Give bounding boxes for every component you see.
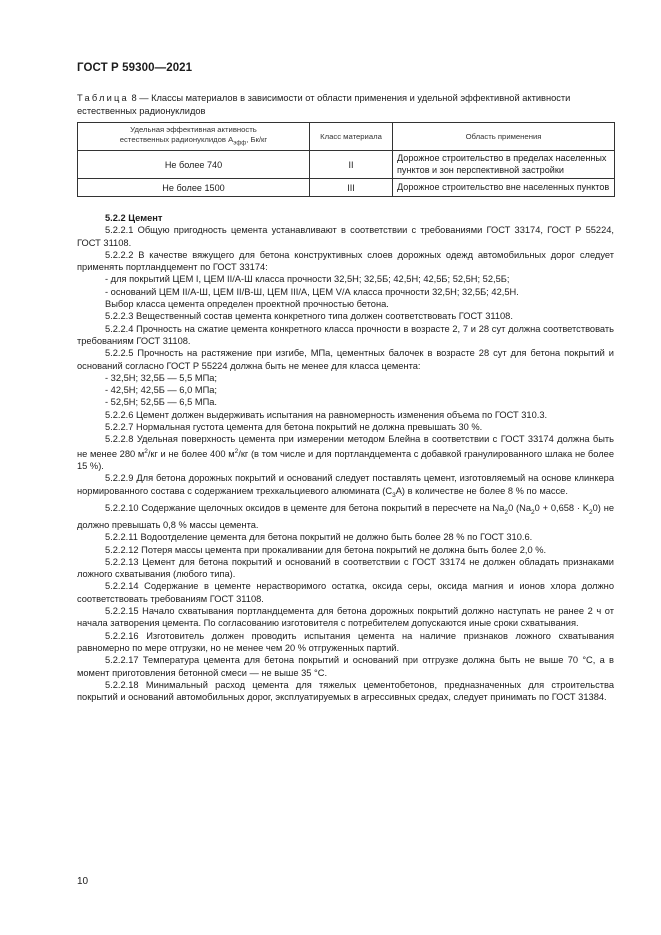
header-area: Область применения bbox=[393, 123, 615, 151]
paragraph: 5.2.2.7 Нормальная густота цемента для бетона покрытий не должна превышать 30 %. bbox=[105, 422, 483, 433]
table-row bbox=[78, 151, 615, 179]
list-item: - для покрытий ЦЕМ I, ЦЕМ II/А-Ш класса прочности 32,5Н; 32,5Б; 42,5Н; 42,5Б; 52,5Н; 52,5Б; bbox=[105, 274, 510, 285]
cell-area: Дорожное строительство в пределах населенных пунктов и зон перспективной застройки bbox=[393, 151, 615, 179]
header-activity-sub: эфф bbox=[233, 140, 247, 147]
paragraph bbox=[77, 433, 614, 472]
paragraph: 5.2.2.16 Изготовитель должен проводить испытания цемента на наличие признаков ложного схватывания равномерно по мере отгрузки, но не менее чем 20 % отгруженных партий. bbox=[77, 630, 614, 653]
header-activity bbox=[78, 123, 310, 151]
subscript: 3 bbox=[392, 491, 396, 499]
list-item: - 42,5Н; 42,5Б — 6,0 МПа; bbox=[105, 385, 217, 396]
cell-activity: Не более 1500 bbox=[78, 179, 310, 197]
text-run: 5.2.2.9 Для бетона дорожных покрытий и оснований следует поставлять цемент, изготовляемый на основе клинкера нормированного состава с содержанием трехкальциевого алюмината (С bbox=[77, 473, 614, 496]
list-item: - оснований ЦЕМ II/А-Ш, ЦЕМ II/В-Ш, ЦЕМ III/А, ЦЕМ V/А класса прочности 32,5Н; 32,5Б; 42,5Н. bbox=[105, 286, 519, 297]
header-activity-line2: естественных радионуклидов А bbox=[119, 134, 234, 144]
table-caption-text: 8 — Классы материалов в зависимости от области применения и удельной эффективной активности естественных радионуклидов bbox=[77, 93, 571, 116]
paragraph: 5.2.2.6 Цемент должен выдерживать испытания на равномерность изменения объема по ГОСТ 310.3. bbox=[105, 409, 548, 420]
document-body bbox=[77, 212, 614, 703]
header-class: Класс материала bbox=[310, 123, 393, 151]
paragraph: 5.2.2.13 Цемент для бетона покрытий и оснований в соответствии с ГОСТ 33174 не должен обладать признаками ложного схватывания (любого типа). bbox=[77, 556, 614, 580]
subscript: 2 bbox=[504, 508, 509, 516]
header-activity-line1: Удельная эффективная активность bbox=[130, 124, 257, 134]
subscript: 2 bbox=[589, 508, 593, 516]
table-caption bbox=[77, 92, 617, 117]
paragraph: 5.2.2.18 Минимальный расход цемента для тяжелых цементобетонов, предназначенных для строительства покрытий и оснований автомобильных дорог, эксплуатируемых в агрессивных средах, следует принимать по ГОСТ 31384. bbox=[77, 679, 614, 703]
text-run: 0 (Na bbox=[508, 502, 532, 513]
paragraph bbox=[77, 472, 614, 501]
paragraph: 5.2.2.14 Содержание в цементе нерастворимого остатка, оксида серы, оксида магния и ионов хлора должно соответствовать требованиям ГОСТ 31108. bbox=[77, 581, 614, 604]
cell-activity: Не более 740 bbox=[78, 151, 310, 179]
text-run: 0) не должно превышать 0,8 % массы цемента. bbox=[77, 502, 615, 530]
paragraph: 5.2.2.11 Водоотделение цемента для бетона покрытий не должно быть более 28 % по ГОСТ 310.6. bbox=[105, 532, 533, 543]
document-header: ГОСТ Р 59300—2021 bbox=[77, 62, 193, 74]
text-run: /кг (в том числе и для портландцемента с добавкой гранулированного шлака не более 15 %). bbox=[77, 448, 614, 472]
text-run: 0 + 0,658 · K bbox=[534, 502, 590, 513]
table-caption-lead: Таблица bbox=[77, 93, 129, 103]
header-activity-unit: , Бк/кг bbox=[246, 134, 268, 144]
table-header-row bbox=[78, 123, 615, 151]
paragraph: 5.2.2.4 Прочность на сжатие цемента конкретного класса прочности в возрасте 2, 7 и 28 сут должна соответствовать требованиям ГОСТ 31108. bbox=[77, 323, 614, 346]
paragraph: 5.2.2.2 В качестве вяжущего для бетона конструктивных слоев дорожных одежд автомобильных дорог следует применять портландцемент по ГОСТ 33174: bbox=[77, 249, 614, 273]
list-item: - 52,5Н; 52,5Б — 6,5 МПа. bbox=[105, 397, 217, 408]
paragraph bbox=[77, 502, 614, 531]
cell-area: Дорожное строительство вне населенных пунктов bbox=[393, 179, 615, 197]
paragraph: 5.2.2.12 Потеря массы цемента при прокаливании для бетона покрытий не должна быть более 2,0 %. bbox=[105, 544, 547, 555]
paragraph: Выбор класса цемента определен проектной прочностью бетона. bbox=[105, 299, 389, 310]
section-title: 5.2.2 Цемент bbox=[105, 213, 163, 223]
paragraph: 5.2.2.1 Общую пригодность цемента устанавливают в соответствии с требованиями ГОСТ 33174, ГОСТ Р 55224, ГОСТ 31108. bbox=[77, 225, 614, 248]
text-run: /кг и не более 400 м bbox=[147, 448, 235, 459]
superscript: 2 bbox=[234, 447, 239, 455]
radionuclide-table bbox=[77, 122, 615, 197]
paragraph: 5.2.2.17 Температура цемента для бетона покрытий и оснований при отгрузке должна быть не выше 70 °С, а в момент приготовления бетонной смеси — не выше 35 °С. bbox=[77, 655, 614, 678]
paragraph: 5.2.2.3 Вещественный состав цемента конкретного типа должен соответствовать ГОСТ 31108. bbox=[105, 311, 513, 322]
superscript: 2 bbox=[144, 447, 148, 455]
paragraph: 5.2.2.5 Прочность на растяжение при изгибе, МПа, цементных балочек в возрасте 28 сут для бетона покрытий и оснований согласно ГОСТ Р 55224 должна быть не менее для класса цемента: bbox=[77, 348, 614, 371]
table-row bbox=[78, 179, 615, 197]
page-number: 10 bbox=[77, 876, 89, 887]
text-run: 5.2.2.10 Содержание щелочных оксидов в цементе для бетона покрытий в пересчете на Na bbox=[105, 502, 505, 513]
cell-class: III bbox=[310, 179, 393, 197]
subscript: 2 bbox=[531, 508, 535, 516]
text-run: 5.2.2.8 Удельная поверхность цемента при измерении методом Блейна в соответствии с ГОСТ 33174 должна быть не менее 280 м bbox=[77, 434, 614, 459]
list-item: - 32,5Н; 32,5Б — 5,5 МПа; bbox=[105, 372, 217, 383]
cell-class: II bbox=[310, 151, 393, 179]
text-run: А) в количестве не более 8 % по массе. bbox=[395, 485, 568, 496]
paragraph: 5.2.2.15 Начало схватывания портландцемента для бетона дорожных покрытий должно наступать не ранее 2 ч от начала затворения цемента. По согласованию изготовителя с потребителем допускаются иные сроки схватывания. bbox=[77, 606, 614, 629]
